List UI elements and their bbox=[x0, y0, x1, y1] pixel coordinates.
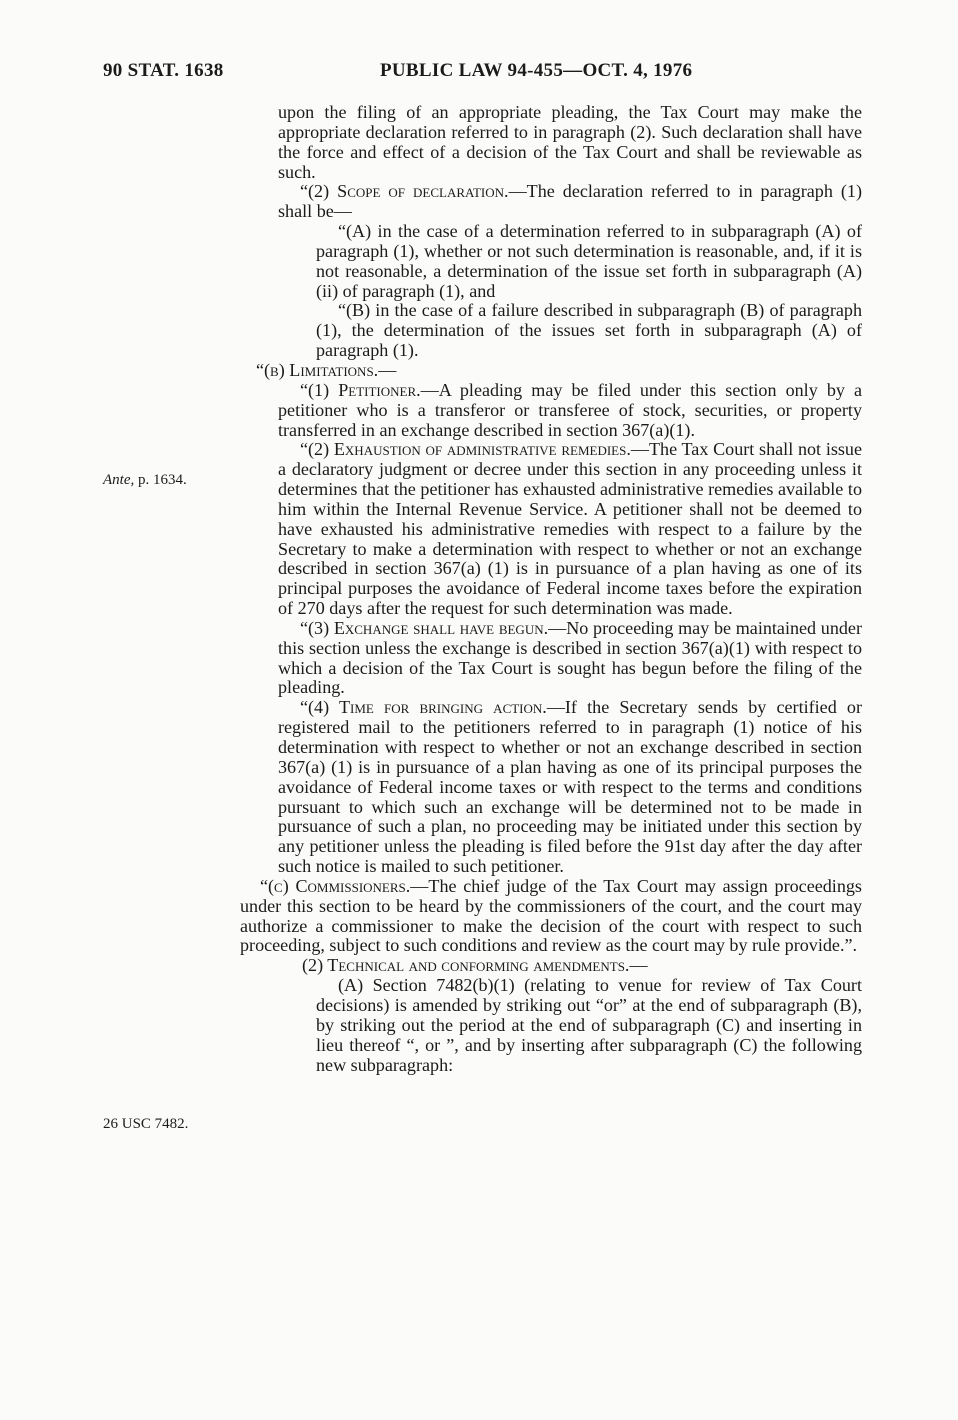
paragraph-continuation: upon the filing of an appropriate pleading, the Tax Court may make the appropriate declaration referred to in paragraph (2). Such declaration shall have the force and effect of a decision of the Tax Court and shall be reviewable as such. bbox=[278, 102, 862, 182]
paragraph-exchange-begun bbox=[240, 619, 862, 698]
heading-technical: (2) Technical and conforming amendments. bbox=[302, 955, 630, 976]
text-limitations: — bbox=[378, 359, 397, 380]
paragraph-exhaustion bbox=[240, 440, 862, 619]
page-stat-reference: 90 STAT. 1638 bbox=[103, 60, 224, 81]
text-scope: —The declaration referred to in paragraph (1) shall be— bbox=[278, 181, 862, 222]
subsection-b-limitations bbox=[240, 361, 862, 381]
text-time: —If the Secretary sends by certified or registered mail to the petitioners referred to in paragraph (1) notice of his determination with respect to whether or not an exchange described in section 367(a) (1) is in pursuance of a plan having as one of its principal purposes the avoidance of Federal income taxes or with respect to the terms and conditions pursuant to which such an exchange will be determined not to be made in pursuance of such a plan, no proceeding may be initiated under this section by any petitioner unless the pleading is filed before the 91st day after the day after such notice is mailed to such petitioner. bbox=[278, 697, 862, 877]
paragraph-technical-amendments bbox=[240, 956, 862, 976]
paragraph-petitioner bbox=[240, 381, 862, 441]
text-exchange: —No proceeding may be maintained under this section unless the exchange is described in section 367(a)(1) with respect to which a decision of the Tax Court is sought has begun before the filing of the pleading. bbox=[278, 617, 862, 698]
text-commissioners: —The chief judge of the Tax Court may assign proceedings under this section to be heard by the commissioners of the court, and the court may authorize a commissioner to make the decision of the court with respect to such proceeding, subject to such conditions and review as the court may by rule provide.”. bbox=[240, 875, 862, 956]
heading-exchange: “(3) Exchange shall have begun. bbox=[300, 617, 549, 638]
margin-note-ante: Ante, p. 1634. bbox=[103, 472, 187, 488]
text-technical: — bbox=[629, 955, 648, 976]
heading-petitioner: “(1) Petitioner. bbox=[300, 379, 421, 400]
subparagraph-B: “(B) in the case of a failure described in subparagraph (B) of paragraph (1), the determination of the issues set forth in subparagraph (A) of paragraph (1). bbox=[316, 300, 862, 361]
heading-scope: “(2) Scope of declaration. bbox=[300, 181, 509, 202]
paragraph-scope-of-declaration bbox=[240, 182, 862, 222]
heading-commissioners: “(c) Commissioners. bbox=[260, 875, 411, 896]
heading-limitations: “(b) Limitations. bbox=[256, 359, 379, 380]
heading-exhaustion: “(2) Exhaustion of administrative remedies. bbox=[300, 439, 631, 460]
running-head: PUBLIC LAW 94-455—OCT. 4, 1976 bbox=[380, 60, 693, 81]
subsection-c-commissioners bbox=[240, 877, 862, 956]
text-petitioner: —A pleading may be filed under this section only by a petitioner who is a transferor or transferee of stock, securities, or property transferred in an exchange described in section 367(a)(1). bbox=[278, 379, 863, 440]
subparagraph-A: “(A) in the case of a determination referred to in subparagraph (A) of paragraph (1), whether or not such determination is reasonable, and, if it is not reasonable, a determination of the issue set forth in subparagraph (A) (ii) of paragraph (1), and bbox=[316, 221, 862, 301]
text-exhaustion: —The Tax Court shall not issue a declaratory judgment or decree under this section in any proceeding unless it determines that the petitioner has exhausted administrative remedies available to him within the Internal Revenue Service. A petitioner shall not be deemed to have exhausted his administrative remedies with respect to a failure by the Secretary to make a determination with respect to whether or not an exchange described in section 367(a) (1) is in pursuance of a plan having as one of its principal purposes the avoidance of Federal income taxes before the expiration of 270 days after the request for such determination was made. bbox=[278, 439, 863, 619]
subparagraph-section-7482: (A) Section 7482(b)(1) (relating to venue for review of Tax Court decisions) is amended by striking out “or” at the end of subparagraph (B), by striking out the period at the end of subparagraph (C) and inserting in lieu thereof “, or ”, and by inserting after subparagraph (C) the following new subparagraph: bbox=[316, 975, 862, 1075]
paragraph-time-for-action bbox=[240, 698, 862, 877]
margin-note-usc: 26 USC 7482. bbox=[103, 1116, 189, 1132]
heading-time: “(4) Time for bringing action. bbox=[300, 697, 547, 718]
statute-text bbox=[240, 103, 862, 1075]
